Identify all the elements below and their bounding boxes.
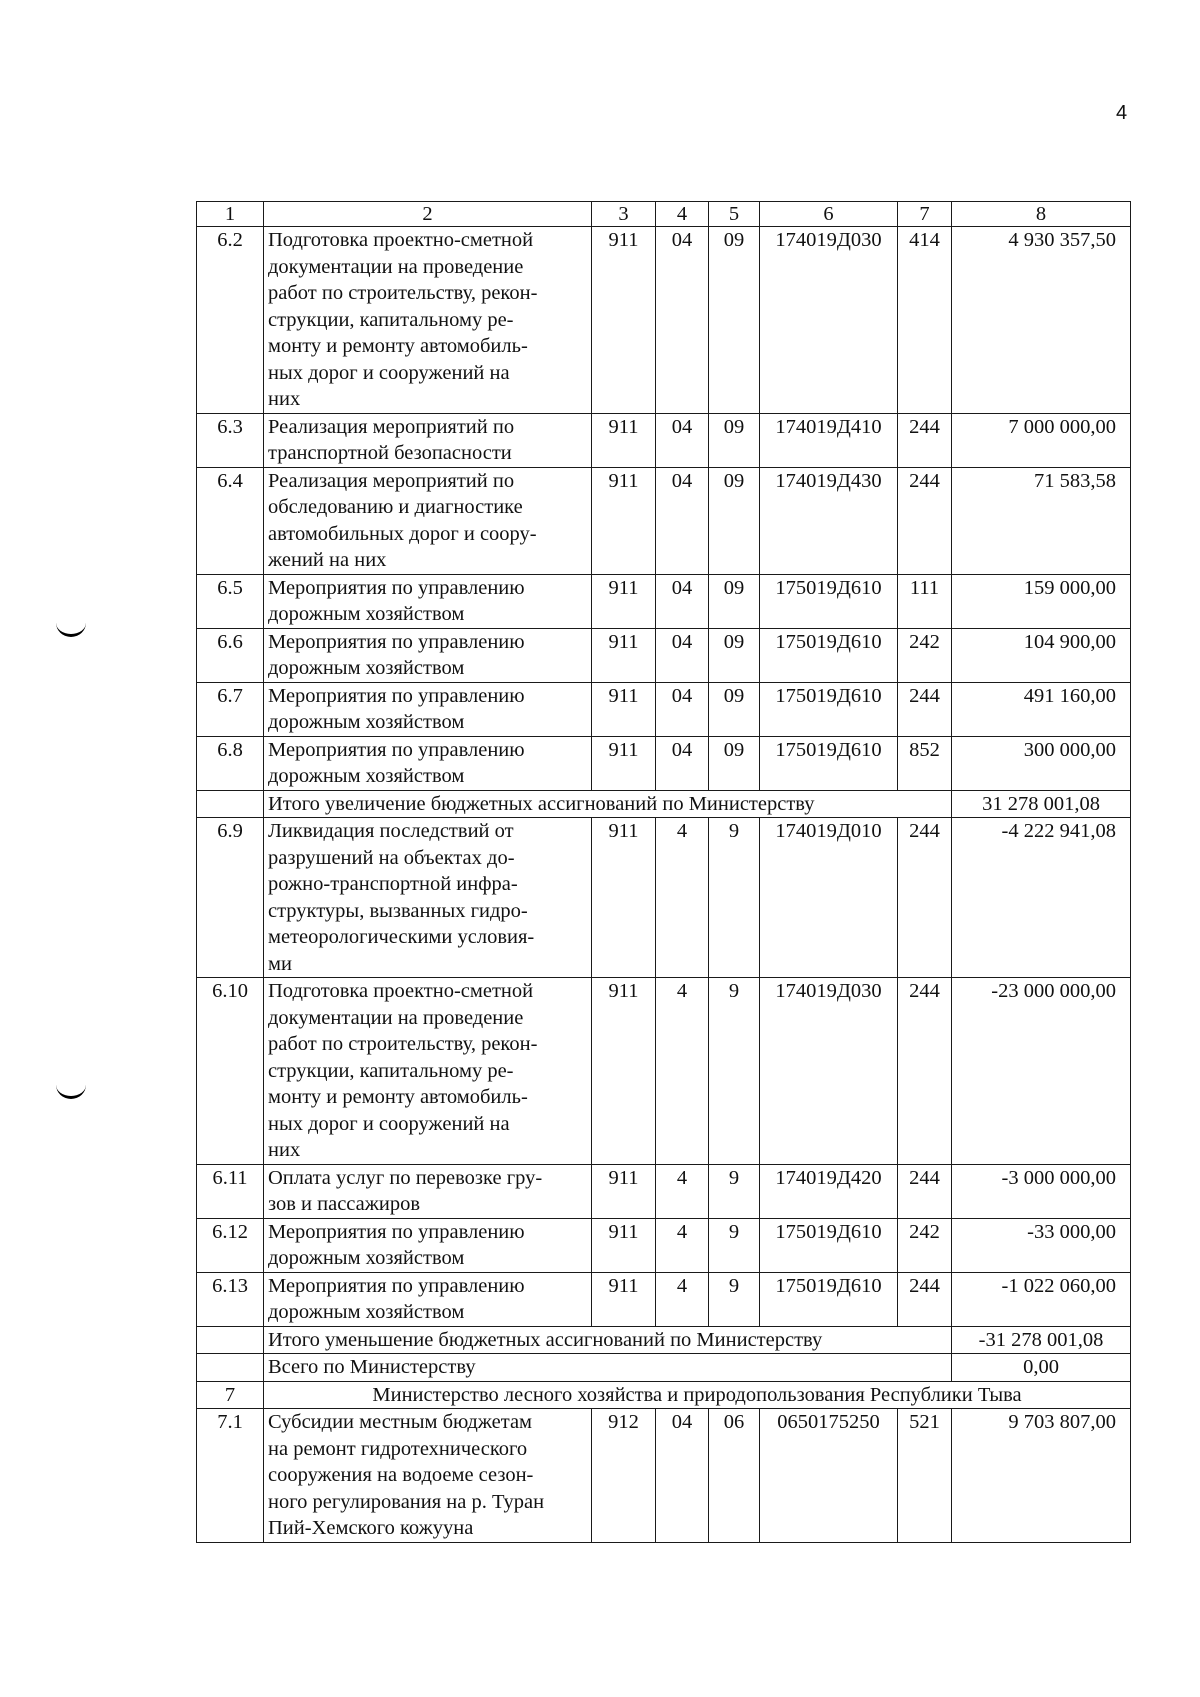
row-description: Ликвидация последствий от разрушений на объектах до- рожно-транспортной инфра- структуры, вызванных гидро- метеорологическими условия- ми bbox=[264, 818, 592, 978]
cell-subsection-code: 9 bbox=[709, 1272, 760, 1326]
cell-expense-type: 244 bbox=[898, 413, 952, 467]
table-row bbox=[197, 574, 1131, 628]
cell-expense-type: 242 bbox=[898, 628, 952, 682]
cell-section-code: 4 bbox=[656, 1164, 709, 1218]
cell-amount: -3 000 000,00 bbox=[952, 1164, 1131, 1218]
row-number: 6.2 bbox=[197, 227, 264, 414]
cell-admin-code: 911 bbox=[592, 818, 656, 978]
cell-section-code: 04 bbox=[656, 1409, 709, 1543]
cell-amount: 7 000 000,00 bbox=[952, 413, 1131, 467]
table-body bbox=[197, 227, 1131, 1543]
budget-table bbox=[196, 201, 1131, 1543]
binder-mark-bottom bbox=[56, 1082, 86, 1099]
row-description: Реализация мероприятий по транспортной безопасности bbox=[264, 413, 592, 467]
cell-target-article: 174019Д030 bbox=[760, 227, 898, 414]
total-row bbox=[197, 1326, 1131, 1354]
row-number: 6.5 bbox=[197, 574, 264, 628]
row-number-empty bbox=[197, 1326, 264, 1354]
column-header: 1 bbox=[197, 202, 264, 227]
cell-admin-code: 912 bbox=[592, 1409, 656, 1543]
total-amount: 31 278 001,08 bbox=[952, 790, 1131, 818]
cell-amount: 4 930 357,50 bbox=[952, 227, 1131, 414]
row-description: Мероприятия по управлению дорожным хозяйством bbox=[264, 1218, 592, 1272]
cell-subsection-code: 9 bbox=[709, 1164, 760, 1218]
cell-admin-code: 911 bbox=[592, 736, 656, 790]
row-description: Мероприятия по управлению дорожным хозяйством bbox=[264, 628, 592, 682]
cell-section-code: 4 bbox=[656, 818, 709, 978]
cell-amount: 300 000,00 bbox=[952, 736, 1131, 790]
cell-expense-type: 521 bbox=[898, 1409, 952, 1543]
cell-amount: 159 000,00 bbox=[952, 574, 1131, 628]
cell-expense-type: 414 bbox=[898, 227, 952, 414]
cell-section-code: 04 bbox=[656, 467, 709, 574]
header-row bbox=[197, 202, 1131, 227]
cell-target-article: 175019Д610 bbox=[760, 574, 898, 628]
cell-expense-type: 244 bbox=[898, 818, 952, 978]
table-row bbox=[197, 413, 1131, 467]
row-number: 6.13 bbox=[197, 1272, 264, 1326]
table-row bbox=[197, 1272, 1131, 1326]
row-description: Субсидии местным бюджетам на ремонт гидротехнического сооружения на водоеме сезон- ного регулирования на р. Туран Пий-Хемского кожууна bbox=[264, 1409, 592, 1543]
cell-subsection-code: 09 bbox=[709, 682, 760, 736]
cell-subsection-code: 9 bbox=[709, 1218, 760, 1272]
cell-target-article: 0650175250 bbox=[760, 1409, 898, 1543]
cell-target-article: 174019Д010 bbox=[760, 818, 898, 978]
total-label: Итого уменьшение бюджетных ассигнований по Министерству bbox=[264, 1326, 952, 1354]
cell-subsection-code: 09 bbox=[709, 467, 760, 574]
cell-amount: -4 222 941,08 bbox=[952, 818, 1131, 978]
column-header: 5 bbox=[709, 202, 760, 227]
cell-section-code: 04 bbox=[656, 736, 709, 790]
table-row bbox=[197, 628, 1131, 682]
cell-amount: -33 000,00 bbox=[952, 1218, 1131, 1272]
total-amount: -31 278 001,08 bbox=[952, 1326, 1131, 1354]
cell-amount: 491 160,00 bbox=[952, 682, 1131, 736]
cell-target-article: 174019Д430 bbox=[760, 467, 898, 574]
cell-section-code: 4 bbox=[656, 978, 709, 1165]
cell-expense-type: 244 bbox=[898, 682, 952, 736]
row-description: Мероприятия по управлению дорожным хозяйством bbox=[264, 682, 592, 736]
cell-amount: 9 703 807,00 bbox=[952, 1409, 1131, 1543]
cell-target-article: 175019Д610 bbox=[760, 736, 898, 790]
cell-section-code: 04 bbox=[656, 227, 709, 414]
row-description: Мероприятия по управлению дорожным хозяйством bbox=[264, 574, 592, 628]
row-number: 6.9 bbox=[197, 818, 264, 978]
cell-subsection-code: 09 bbox=[709, 736, 760, 790]
cell-section-code: 04 bbox=[656, 628, 709, 682]
cell-expense-type: 242 bbox=[898, 1218, 952, 1272]
cell-subsection-code: 09 bbox=[709, 413, 760, 467]
cell-expense-type: 244 bbox=[898, 978, 952, 1165]
cell-target-article: 175019Д610 bbox=[760, 682, 898, 736]
cell-target-article: 174019Д030 bbox=[760, 978, 898, 1165]
cell-section-code: 4 bbox=[656, 1272, 709, 1326]
page-number: 4 bbox=[1116, 102, 1128, 124]
cell-section-code: 04 bbox=[656, 574, 709, 628]
table-row bbox=[197, 1164, 1131, 1218]
cell-subsection-code: 09 bbox=[709, 574, 760, 628]
total-row bbox=[197, 790, 1131, 818]
row-number: 6.6 bbox=[197, 628, 264, 682]
binder-mark-top bbox=[56, 620, 86, 637]
cell-amount: -1 022 060,00 bbox=[952, 1272, 1131, 1326]
cell-admin-code: 911 bbox=[592, 227, 656, 414]
total-label: Итого увеличение бюджетных ассигнований по Министерству bbox=[264, 790, 952, 818]
cell-section-code: 04 bbox=[656, 413, 709, 467]
table-row bbox=[197, 227, 1131, 414]
cell-admin-code: 911 bbox=[592, 682, 656, 736]
column-header: 2 bbox=[264, 202, 592, 227]
cell-admin-code: 911 bbox=[592, 413, 656, 467]
cell-admin-code: 911 bbox=[592, 628, 656, 682]
cell-section-code: 04 bbox=[656, 682, 709, 736]
row-description: Мероприятия по управлению дорожным хозяйством bbox=[264, 736, 592, 790]
table-row bbox=[197, 978, 1131, 1165]
table-row bbox=[197, 467, 1131, 574]
row-number: 7.1 bbox=[197, 1409, 264, 1543]
cell-amount: 71 583,58 bbox=[952, 467, 1131, 574]
total-label: Всего по Министерству bbox=[264, 1354, 952, 1382]
cell-admin-code: 911 bbox=[592, 574, 656, 628]
section-title: Министерство лесного хозяйства и природопользования Республики Тыва bbox=[264, 1381, 1131, 1409]
row-number-empty bbox=[197, 1354, 264, 1382]
column-header: 4 bbox=[656, 202, 709, 227]
table-row bbox=[197, 682, 1131, 736]
section-number: 7 bbox=[197, 1381, 264, 1409]
cell-subsection-code: 9 bbox=[709, 818, 760, 978]
cell-subsection-code: 09 bbox=[709, 628, 760, 682]
row-number: 6.11 bbox=[197, 1164, 264, 1218]
cell-subsection-code: 09 bbox=[709, 227, 760, 414]
table-row bbox=[197, 1409, 1131, 1543]
column-header: 6 bbox=[760, 202, 898, 227]
row-description: Подготовка проектно-сметной документации на проведение работ по строительству, рекон- струкции, капитальному ре- монту и ремонту автомобиль- ных дорог и сооружений на них bbox=[264, 227, 592, 414]
column-header: 3 bbox=[592, 202, 656, 227]
cell-expense-type: 244 bbox=[898, 467, 952, 574]
table-row bbox=[197, 818, 1131, 978]
cell-expense-type: 111 bbox=[898, 574, 952, 628]
table-row bbox=[197, 736, 1131, 790]
row-number: 6.12 bbox=[197, 1218, 264, 1272]
row-description: Оплата услуг по перевозке гру- зов и пассажиров bbox=[264, 1164, 592, 1218]
total-row bbox=[197, 1354, 1131, 1382]
cell-admin-code: 911 bbox=[592, 1164, 656, 1218]
row-number: 6.4 bbox=[197, 467, 264, 574]
table-row bbox=[197, 1218, 1131, 1272]
column-header: 7 bbox=[898, 202, 952, 227]
cell-target-article: 174019Д420 bbox=[760, 1164, 898, 1218]
cell-amount: -23 000 000,00 bbox=[952, 978, 1131, 1165]
cell-admin-code: 911 bbox=[592, 978, 656, 1165]
column-header: 8 bbox=[952, 202, 1131, 227]
row-description: Мероприятия по управлению дорожным хозяйством bbox=[264, 1272, 592, 1326]
cell-expense-type: 244 bbox=[898, 1272, 952, 1326]
cell-subsection-code: 9 bbox=[709, 978, 760, 1165]
cell-expense-type: 244 bbox=[898, 1164, 952, 1218]
row-number: 6.10 bbox=[197, 978, 264, 1165]
row-description: Реализация мероприятий по обследованию и диагностике автомобильных дорог и соору- жений на них bbox=[264, 467, 592, 574]
cell-admin-code: 911 bbox=[592, 1218, 656, 1272]
cell-amount: 104 900,00 bbox=[952, 628, 1131, 682]
row-number: 6.3 bbox=[197, 413, 264, 467]
cell-target-article: 174019Д410 bbox=[760, 413, 898, 467]
cell-target-article: 175019Д610 bbox=[760, 1218, 898, 1272]
cell-admin-code: 911 bbox=[592, 467, 656, 574]
row-number-empty bbox=[197, 790, 264, 818]
row-number: 6.7 bbox=[197, 682, 264, 736]
row-description: Подготовка проектно-сметной документации на проведение работ по строительству, рекон- струкции, капитальному ре- монту и ремонту автомобиль- ных дорог и сооружений на них bbox=[264, 978, 592, 1165]
cell-expense-type: 852 bbox=[898, 736, 952, 790]
cell-admin-code: 911 bbox=[592, 1272, 656, 1326]
cell-target-article: 175019Д610 bbox=[760, 1272, 898, 1326]
row-number: 6.8 bbox=[197, 736, 264, 790]
cell-target-article: 175019Д610 bbox=[760, 628, 898, 682]
cell-section-code: 4 bbox=[656, 1218, 709, 1272]
total-amount: 0,00 bbox=[952, 1354, 1131, 1382]
section-row bbox=[197, 1381, 1131, 1409]
cell-subsection-code: 06 bbox=[709, 1409, 760, 1543]
